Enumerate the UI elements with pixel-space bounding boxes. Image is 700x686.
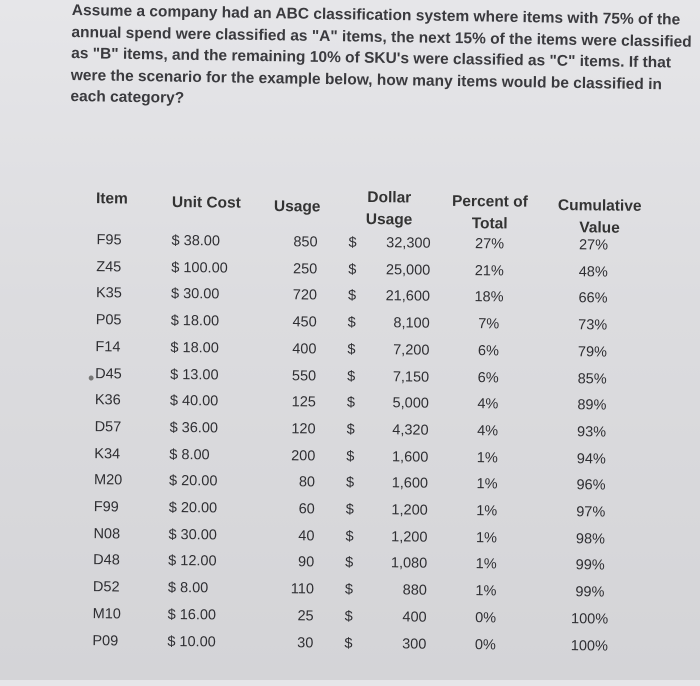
unit-cost-cell: $ 10.00 [167, 633, 216, 651]
dollar-usage-cell: 880 [402, 582, 428, 599]
question-line: annual spend were classified as "A" items, the next 15% of the items were classified [71, 23, 692, 51]
header-usage: Usage [273, 198, 321, 216]
question-line: as "B" items, and the remaining 10% of SKU's were classified as "C" items. If that [71, 44, 672, 72]
unit-cost-cell: $ 40.00 [169, 392, 219, 410]
cumulative-value-cell: 99% [575, 557, 605, 574]
percent-total-cell: 1% [476, 503, 498, 520]
cumulative-value-cell: 66% [578, 290, 608, 307]
dollar-sign-cell: $ [346, 421, 355, 438]
header-unit-cost: Unit Cost [171, 193, 241, 212]
unit-cost-cell: $ 36.00 [169, 419, 219, 437]
usage-cell: 850 [293, 234, 318, 251]
dollar-sign-cell: $ [347, 341, 356, 358]
dollar-sign-cell: $ [348, 234, 357, 251]
header-percent-total: Percent of Total [451, 192, 528, 233]
dollar-sign-cell: $ [347, 287, 357, 304]
dollar-sign-cell: $ [345, 501, 354, 518]
usage-cell: 40 [298, 528, 315, 545]
percent-total-cell: 1% [476, 476, 498, 493]
dollar-usage-cell: 1,200 [391, 529, 428, 546]
dollar-sign-cell: $ [345, 528, 354, 545]
item-cell: K36 [94, 392, 121, 409]
percent-total-cell: 1% [475, 556, 497, 573]
cumulative-value-cell: 73% [578, 317, 608, 334]
usage-cell: 400 [292, 341, 317, 358]
cumulative-value-cell: 85% [577, 371, 607, 388]
percent-total-cell: 4% [477, 423, 499, 440]
percent-total-cell: 6% [477, 370, 499, 387]
item-cell: D57 [94, 419, 122, 436]
bullet-mark: • [88, 368, 95, 388]
usage-cell: 25 [297, 608, 314, 625]
dollar-usage-cell: 1,600 [391, 475, 429, 492]
percent-total-cell: 21% [474, 263, 504, 280]
cumulative-value-cell: 93% [576, 424, 607, 441]
item-cell: M10 [92, 606, 121, 623]
header-dollar-usage: Dollar Usage [365, 189, 413, 229]
dollar-usage-cell: 25,000 [385, 262, 431, 279]
cumulative-value-cell: 97% [576, 504, 606, 521]
usage-cell: 125 [291, 394, 316, 411]
item-cell: F95 [96, 232, 122, 249]
item-cell: P09 [92, 633, 119, 650]
unit-cost-cell: $ 20.00 [168, 499, 218, 517]
dollar-sign-cell: $ [344, 608, 353, 625]
unit-cost-cell: $ 16.00 [167, 606, 217, 624]
percent-total-cell: 0% [474, 637, 496, 654]
item-cell: M20 [93, 472, 123, 489]
usage-cell: 60 [298, 501, 315, 518]
item-cell: D48 [93, 552, 120, 569]
cumulative-value-cell: 79% [577, 344, 608, 361]
percent-total-cell: 4% [477, 396, 499, 413]
dollar-sign-cell: $ [348, 261, 357, 278]
dollar-sign-cell: $ [347, 314, 356, 331]
item-cell: D45 [95, 366, 122, 383]
dollar-usage-cell: 400 [402, 609, 427, 626]
unit-cost-cell: $ 8.00 [169, 446, 210, 464]
usage-cell: 90 [297, 554, 315, 571]
percent-total-cell: 7% [478, 316, 500, 333]
usage-cell: 250 [292, 261, 318, 278]
cumulative-value-cell: 27% [578, 237, 609, 254]
dollar-usage-cell: 300 [402, 636, 427, 653]
percent-total-cell: 27% [474, 236, 505, 253]
usage-cell: 450 [292, 314, 317, 331]
percent-total-cell: 1% [475, 583, 497, 600]
cumulative-value-cell: 100% [571, 611, 609, 628]
usage-cell: 80 [298, 474, 316, 491]
item-cell: F99 [93, 499, 119, 516]
unit-cost-cell: $ 30.00 [168, 526, 217, 544]
dollar-sign-cell: $ [345, 554, 354, 571]
cumulative-value-cell: 96% [576, 477, 606, 494]
dollar-sign-cell: $ [346, 394, 356, 411]
dollar-usage-cell: 5,000 [392, 395, 429, 412]
item-cell: F14 [95, 339, 121, 356]
unit-cost-cell: $ 30.00 [170, 285, 220, 303]
unit-cost-cell: $ 13.00 [170, 366, 219, 384]
dollar-usage-cell: 1,600 [391, 449, 429, 466]
dollar-usage-cell: 4,320 [392, 422, 429, 439]
cumulative-value-cell: 100% [570, 638, 608, 655]
usage-cell: 200 [291, 448, 316, 465]
dollar-usage-cell: 7,150 [392, 369, 430, 386]
unit-cost-cell: $ 12.00 [168, 552, 217, 570]
dollar-usage-cell: 1,200 [391, 502, 428, 519]
usage-cell: 30 [297, 635, 314, 652]
percent-total-cell: 6% [477, 343, 500, 360]
dollar-usage-cell: 7,200 [393, 342, 430, 359]
percent-total-cell: 18% [474, 289, 504, 306]
cumulative-value-cell: 94% [576, 451, 606, 468]
item-cell: P05 [95, 312, 122, 329]
unit-cost-cell: $ 18.00 [170, 339, 219, 357]
cumulative-value-cell: 98% [575, 531, 606, 548]
dollar-sign-cell: $ [346, 448, 355, 465]
dollar-sign-cell: $ [344, 635, 353, 652]
percent-total-cell: 1% [476, 450, 498, 467]
dollar-usage-cell: 8,100 [393, 315, 430, 332]
question-line: were the scenario for the example below, how many items would be classified in [70, 66, 663, 93]
usage-cell: 110 [290, 581, 315, 598]
cumulative-value-cell: 89% [577, 397, 607, 414]
header-item: Item [95, 190, 128, 208]
unit-cost-cell: $ 38.00 [171, 232, 221, 250]
percent-total-cell: 0% [475, 610, 497, 627]
unit-cost-cell: $ 8.00 [167, 579, 209, 597]
unit-cost-cell: $ 100.00 [171, 259, 228, 277]
cumulative-value-cell: 48% [578, 264, 608, 281]
item-cell: D52 [92, 579, 120, 596]
unit-cost-cell: $ 20.00 [168, 472, 218, 490]
dollar-sign-cell: $ [344, 581, 354, 598]
item-cell: N08 [93, 526, 121, 543]
cumulative-value-cell: 99% [575, 584, 605, 601]
dollar-usage-cell: 21,600 [385, 288, 431, 305]
dollar-sign-cell: $ [347, 368, 356, 385]
header-cumulative: Cumulative Value [557, 197, 642, 237]
usage-cell: 720 [292, 287, 318, 304]
unit-cost-cell: $ 18.00 [170, 312, 220, 330]
question-line: each category? [70, 87, 185, 107]
usage-cell: 550 [291, 368, 317, 385]
percent-total-cell: 1% [475, 530, 498, 547]
item-cell: Z45 [96, 259, 122, 276]
usage-cell: 120 [291, 421, 316, 438]
item-cell: K34 [94, 446, 121, 463]
item-cell: K35 [95, 285, 122, 302]
dollar-usage-cell: 1,080 [390, 555, 428, 572]
question-line: Assume a company had an ABC classification system where items with 75% of the [71, 1, 681, 29]
dollar-usage-cell: 32,300 [386, 235, 431, 252]
dollar-sign-cell: $ [345, 474, 355, 491]
